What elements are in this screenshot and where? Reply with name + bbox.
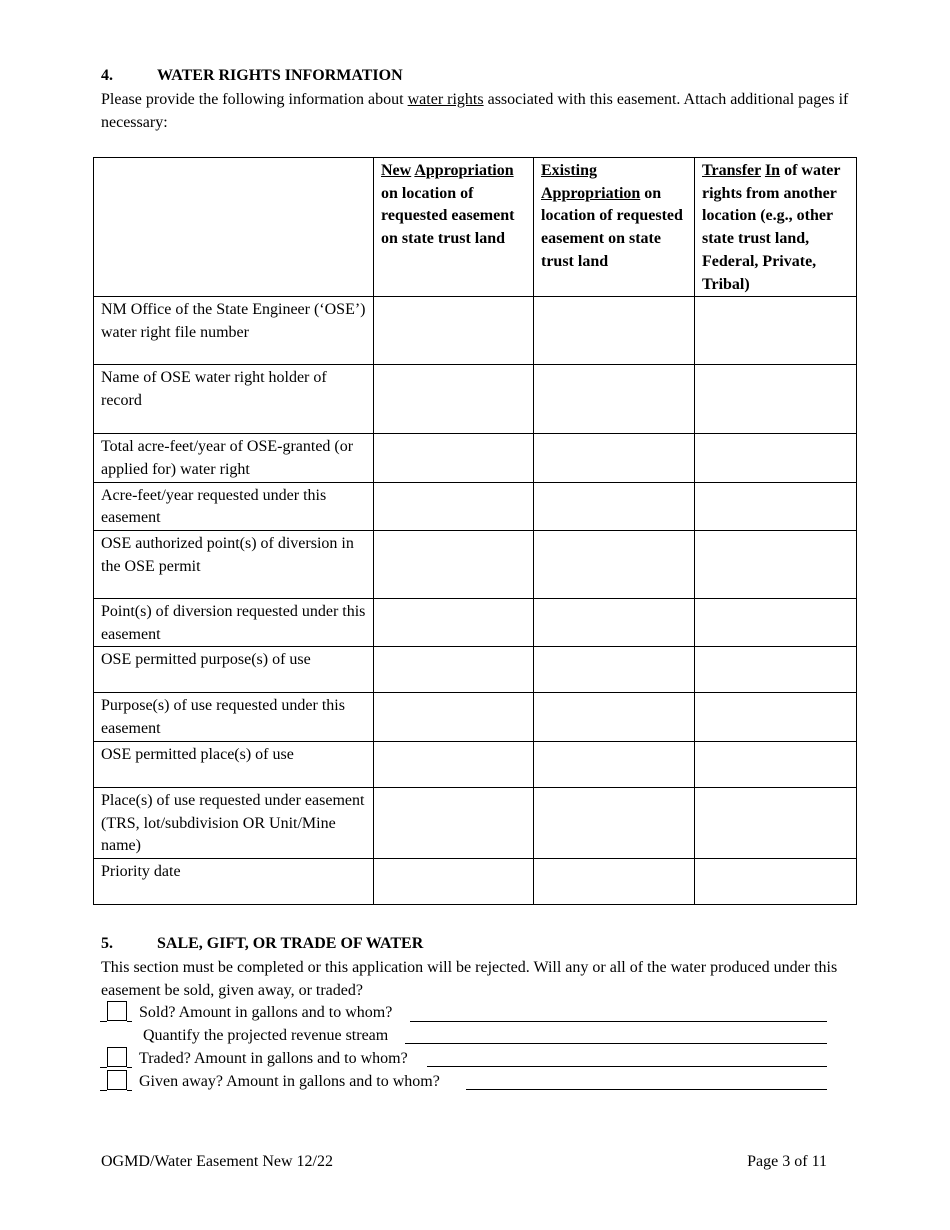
table-row — [94, 297, 857, 365]
cell-existing-appropriation[interactable] — [534, 647, 695, 693]
header-transfer-in: Transfer In of water rights from another location (e.g., other state trust land, Federal, Private, Tribal) — [695, 158, 857, 297]
given-away-checkbox[interactable] — [107, 1070, 127, 1090]
cell-new-appropriation[interactable] — [374, 434, 534, 482]
cell-existing-appropriation[interactable] — [534, 482, 695, 530]
cell-transfer-in[interactable] — [695, 599, 857, 647]
traded-answer-line[interactable] — [427, 1066, 827, 1067]
row-label-points-of-diversion-requested: Point(s) of diversion requested under this easement — [94, 599, 374, 647]
cell-transfer-in[interactable] — [695, 434, 857, 482]
cell-transfer-in[interactable] — [695, 297, 857, 365]
revenue-answer-line[interactable] — [405, 1043, 827, 1044]
cell-new-appropriation[interactable] — [374, 599, 534, 647]
section-5-title: SALE, GIFT, OR TRADE OF WATER — [157, 935, 424, 952]
cell-existing-appropriation[interactable] — [534, 434, 695, 482]
cell-existing-appropriation[interactable] — [534, 858, 695, 904]
cell-existing-appropriation[interactable] — [534, 297, 695, 365]
given-away-label: Given away? Amount in gallons and to whom? — [139, 1073, 440, 1090]
cell-existing-appropriation[interactable] — [534, 365, 695, 434]
header-existing-appropriation: Existing Appropriation on location of requested easement on state trust land — [534, 158, 695, 297]
footer-page-number: Page 3 of 11 — [747, 1153, 827, 1170]
row-label-ose-place-of-use: OSE permitted place(s) of use — [94, 741, 374, 787]
row-label-acre-feet-requested: Acre-feet/year requested under this easement — [94, 482, 374, 530]
sold-checkbox[interactable] — [107, 1001, 127, 1021]
table-row — [94, 365, 857, 434]
section-4-intro — [101, 88, 861, 134]
cell-existing-appropriation[interactable] — [534, 693, 695, 741]
cell-existing-appropriation[interactable] — [534, 787, 695, 858]
table-row — [94, 482, 857, 530]
cell-new-appropriation[interactable] — [374, 365, 534, 434]
cell-new-appropriation[interactable] — [374, 741, 534, 787]
table-row — [94, 531, 857, 599]
cell-transfer-in[interactable] — [695, 858, 857, 904]
sold-label: Sold? Amount in gallons and to whom? — [139, 1004, 393, 1021]
intro-text-end: associated with this easement. Attach additional pages if necessary: — [101, 91, 849, 131]
section-5-intro: This section must be completed or this application will be rejected. Will any or all of the water produced under this easement be sold, given away, or traded? — [101, 959, 838, 999]
cell-transfer-in[interactable] — [695, 531, 857, 599]
cell-transfer-in[interactable] — [695, 482, 857, 530]
table-row — [94, 858, 857, 904]
row-label-ose-file-number: NM Office of the State Engineer (‘OSE’) water right file number — [94, 297, 374, 365]
cell-existing-appropriation[interactable] — [534, 531, 695, 599]
cell-existing-appropriation[interactable] — [534, 599, 695, 647]
traded-label: Traded? Amount in gallons and to whom? — [139, 1050, 408, 1067]
table-header-row — [94, 158, 857, 297]
cell-new-appropriation[interactable] — [374, 297, 534, 365]
cell-new-appropriation[interactable] — [374, 693, 534, 741]
cell-transfer-in[interactable] — [695, 693, 857, 741]
revenue-label: Quantify the projected revenue stream — [143, 1027, 389, 1044]
row-label-total-acre-feet: Total acre-feet/year of OSE-granted (or applied for) water right — [94, 434, 374, 482]
table-row — [94, 787, 857, 858]
cell-existing-appropriation[interactable] — [534, 741, 695, 787]
traded-checkbox[interactable] — [107, 1047, 127, 1067]
section-4-number: 4. — [101, 67, 113, 84]
cell-new-appropriation[interactable] — [374, 482, 534, 530]
table-row — [94, 741, 857, 787]
row-label-ose-points-of-diversion: OSE authorized point(s) of diversion in the OSE permit — [94, 531, 374, 599]
cell-transfer-in[interactable] — [695, 647, 857, 693]
section-5-heading — [101, 935, 423, 953]
cell-transfer-in[interactable] — [695, 741, 857, 787]
footer-form-id: OGMD/Water Easement New 12/22 — [101, 1153, 333, 1170]
row-label-holder-of-record: Name of OSE water right holder of record — [94, 365, 374, 434]
header-new-appropriation: New Appropriation on location of requested easement on state trust land — [374, 158, 534, 297]
cell-new-appropriation[interactable] — [374, 647, 534, 693]
water-rights-term: water rights — [407, 91, 484, 108]
sold-answer-line[interactable] — [410, 1021, 827, 1022]
cell-new-appropriation[interactable] — [374, 531, 534, 599]
row-label-purpose-of-use-requested: Purpose(s) of use requested under this easement — [94, 693, 374, 741]
cell-new-appropriation[interactable] — [374, 858, 534, 904]
row-label-priority-date: Priority date — [94, 858, 374, 904]
section-5-number: 5. — [101, 935, 113, 952]
table-row — [94, 434, 857, 482]
table-row — [94, 693, 857, 741]
intro-text-start: Please provide the following information about — [101, 91, 408, 108]
table-row — [94, 647, 857, 693]
table-row — [94, 599, 857, 647]
cell-transfer-in[interactable] — [695, 365, 857, 434]
header-blank-cell — [94, 158, 374, 297]
cell-new-appropriation[interactable] — [374, 787, 534, 858]
given-away-answer-line[interactable] — [466, 1089, 827, 1090]
cell-transfer-in[interactable] — [695, 787, 857, 858]
row-label-place-of-use-requested: Place(s) of use requested under easement (TRS, lot/subdivision OR Unit/Mine name) — [94, 787, 374, 858]
section-4-heading — [101, 67, 403, 85]
water-rights-table — [93, 157, 857, 905]
row-label-ose-purpose-of-use: OSE permitted purpose(s) of use — [94, 647, 374, 693]
section-4-title: WATER RIGHTS INFORMATION — [157, 67, 403, 84]
